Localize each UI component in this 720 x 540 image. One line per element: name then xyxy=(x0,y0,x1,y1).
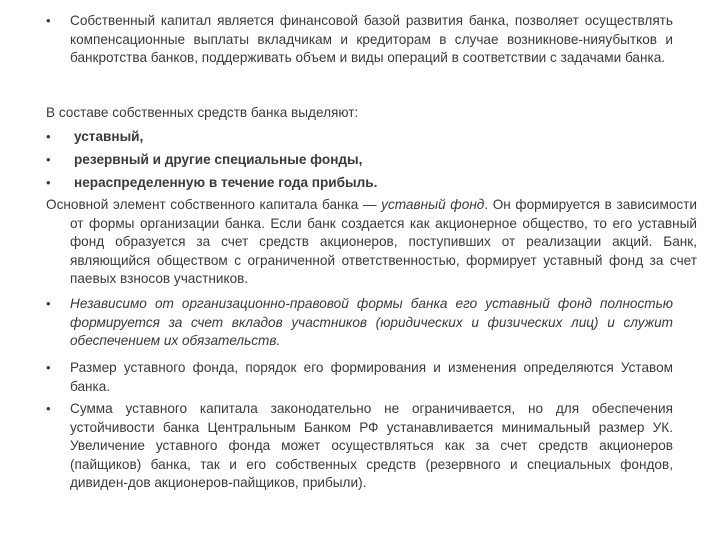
list-item-reserve: резервный и другие специальные фонды, xyxy=(74,152,363,167)
paragraph-text: Основной элемент собственного капитала банка — xyxy=(46,197,382,212)
paragraph-capital-sum: Сумма уставного капитала законодательно не ограничивается, но для обеспечения устойчивости банка Центральным Банком РФ устанавливается минимальный размер УК. Увеличение уставного фонда может осуществляться как за счет средств акционеров (пайщиков) банка, так и его собственных средств (резервного и специальных фондов, дивиден-дов акционеров-пайщиков, прибыли). xyxy=(70,401,673,491)
bullet-dot: • xyxy=(46,129,51,144)
bullet-dot: • xyxy=(46,13,51,28)
bullet-dot: • xyxy=(46,175,51,190)
paragraph-independent: Независимо от организационно-правовой формы банка его уставный фонд полностью формируется за счет вкладов участников (юридических и физических лиц) и служит обеспечением их обязательств. xyxy=(70,296,673,349)
bullet-dot: • xyxy=(46,296,51,311)
paragraph-composition: В составе собственных средств банка выделяют: xyxy=(46,105,359,120)
bullet-dot: • xyxy=(46,360,51,375)
bullet-dot: • xyxy=(46,401,51,416)
list-item-profit: нераспределенную в течение года прибыль. xyxy=(74,175,378,190)
bullet-dot: • xyxy=(46,152,51,167)
paragraph-statutory-fund xyxy=(46,196,697,289)
list-item-statutory: уставный, xyxy=(74,129,144,144)
paragraph-own-capital: Собственный капитал является финансовой базой развития банка, позволяет осуществлять компенсационные выплаты вкладчикам и кредиторам в случае возникнове-нияубытков и банкротства банков, поддерживать объем и виды операций в соответствии с задачами банка. xyxy=(70,13,673,66)
statutory-fund-term: уставный фонд xyxy=(381,197,485,212)
paragraph-fund-size: Размер уставного фонда, порядок его формирования и изменения определяются Уставом банка. xyxy=(70,360,673,394)
paragraph-text: . Он формируется в зависимости от формы организации банка. Если банк создается как акционерное общество, то его уставный фонд образуется за счет средств акционеров, поступивших от реализации акций. Банк, являющийся обществом с ограниченной ответственностью, формирует уставный фонд за счет паевых взносов участников. xyxy=(70,197,697,287)
